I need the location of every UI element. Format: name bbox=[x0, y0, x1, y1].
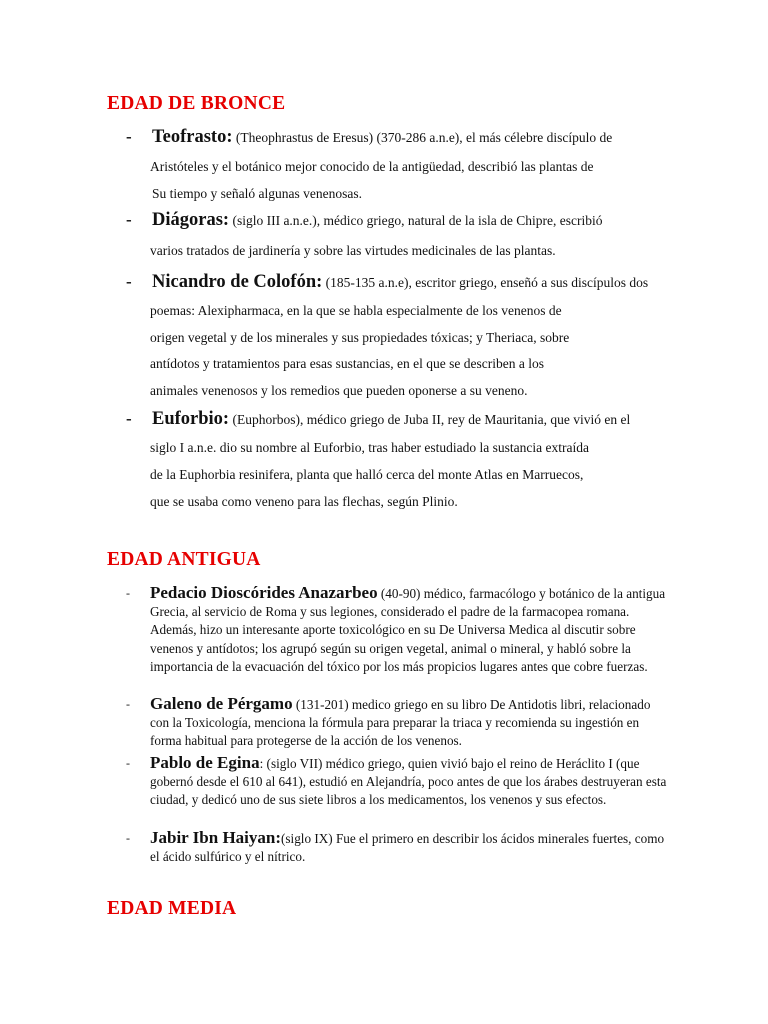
item-text: (siglo III a.n.e.), médico griego, natural de la isla de Chipre, escribió bbox=[229, 213, 603, 228]
bullet-dash: - bbox=[126, 272, 132, 291]
item-line: varios tratados de jardinería y sobre las virtudes medicinales de las plantas. bbox=[150, 243, 556, 258]
item-line: Aristóteles y el botánico mejor conocido de la antigüedad, describió las plantas de bbox=[150, 159, 594, 174]
item-text: (Theophrastus de Eresus) (370-286 a.n.e), el más célebre discípulo de bbox=[232, 130, 613, 145]
item-name: Teofrasto: bbox=[152, 127, 233, 147]
item-line: antídotos y tratamientos para esas sustancias, en el que se describen a los bbox=[150, 356, 545, 371]
bullet-dash: - bbox=[126, 697, 130, 711]
item-text: (131-201) medico griego en su libro De Antidotis libri, relacionado con la Toxicología, menciona la fórmula para preparar la triaca y recomienda su ingestión en forma habitual para protegerse de la acción de los venenos. bbox=[150, 697, 651, 749]
item-name: Pablo de Egina bbox=[150, 753, 260, 772]
bullet-dash: - bbox=[126, 210, 132, 229]
item-name: Galeno de Pérgamo bbox=[150, 694, 293, 713]
bullet-dash: - bbox=[126, 756, 130, 770]
item-line: de la Euphorbia resinifera, planta que halló cerca del monte Atlas en Marruecos, bbox=[150, 467, 584, 482]
bullet-dash: - bbox=[126, 127, 132, 146]
item-text: (185-135 a.n.e), escritor griego, enseñó a sus discípulos dos bbox=[322, 275, 649, 290]
item-line: animales venenosos y los remedios que pueden oponerse a su veneno. bbox=[150, 383, 528, 398]
item-line: poemas: Alexipharmaca, en la que se habla especialmente de los venenos de bbox=[150, 303, 562, 318]
heading-edad-antigua: EDAD ANTIGUA bbox=[107, 549, 261, 570]
bullet-dash: - bbox=[126, 831, 130, 845]
item-name: Nicandro de Colofón: bbox=[152, 272, 323, 292]
heading-edad-de-bronce: EDAD DE BRONCE bbox=[107, 93, 286, 114]
bullet-dash: - bbox=[126, 586, 130, 600]
bullet-dash: - bbox=[126, 409, 132, 428]
item-name: Pedacio Dioscórides Anazarbeo bbox=[150, 583, 378, 602]
item-line: origen vegetal y de los minerales y sus propiedades tóxicas; y Theriaca, sobre bbox=[150, 330, 570, 345]
item-text: (siglo IX) Fue el primero en describir los ácidos minerales fuertes, como el ácido sulfúrico y el nítrico. bbox=[150, 831, 665, 865]
heading-edad-media: EDAD MEDIA bbox=[107, 898, 237, 919]
item-text: (Euphorbos), médico griego de Juba II, rey de Mauritania, que vivió en el bbox=[229, 412, 631, 427]
item-text: : (siglo VII) médico griego, quien vivió bajo el reino de Heráclito I (que gobernó desde el 610 al 641), estudió en Alejandría, poco antes de que los árabes destruyeran esta ciudad, y dedicó uno de sus siete libros a los medicamentos, los venenos y sus efectos. bbox=[150, 756, 667, 808]
item-name: Euforbio: bbox=[152, 409, 230, 429]
item-line: Su tiempo y señaló algunas venenosas. bbox=[152, 186, 362, 201]
item-name: Jabir Ibn Haiyan: bbox=[150, 828, 282, 847]
item-text: (40-90) médico, farmacólogo y botánico de la antigua Grecia, al servicio de Roma y sus legiones, considerado el padre de la farmacopea romana. Además, hizo un interesante aporte toxicológico en su De Universa Medica al discutir sobre venenos y antídotos; los agrupó según su origen vegetal, animal o mineral, y habló sobre la importancia de la evacuación del tóxico por los más propicios lugares antes que cobre fuerzas. bbox=[150, 586, 666, 674]
item-line: que se usaba como veneno para las flechas, según Plinio. bbox=[150, 494, 458, 509]
item-name: Diágoras: bbox=[152, 210, 230, 230]
item-line: siglo I a.n.e. dio su nombre al Euforbio, tras haber estudiado la sustancia extraída bbox=[150, 440, 589, 455]
